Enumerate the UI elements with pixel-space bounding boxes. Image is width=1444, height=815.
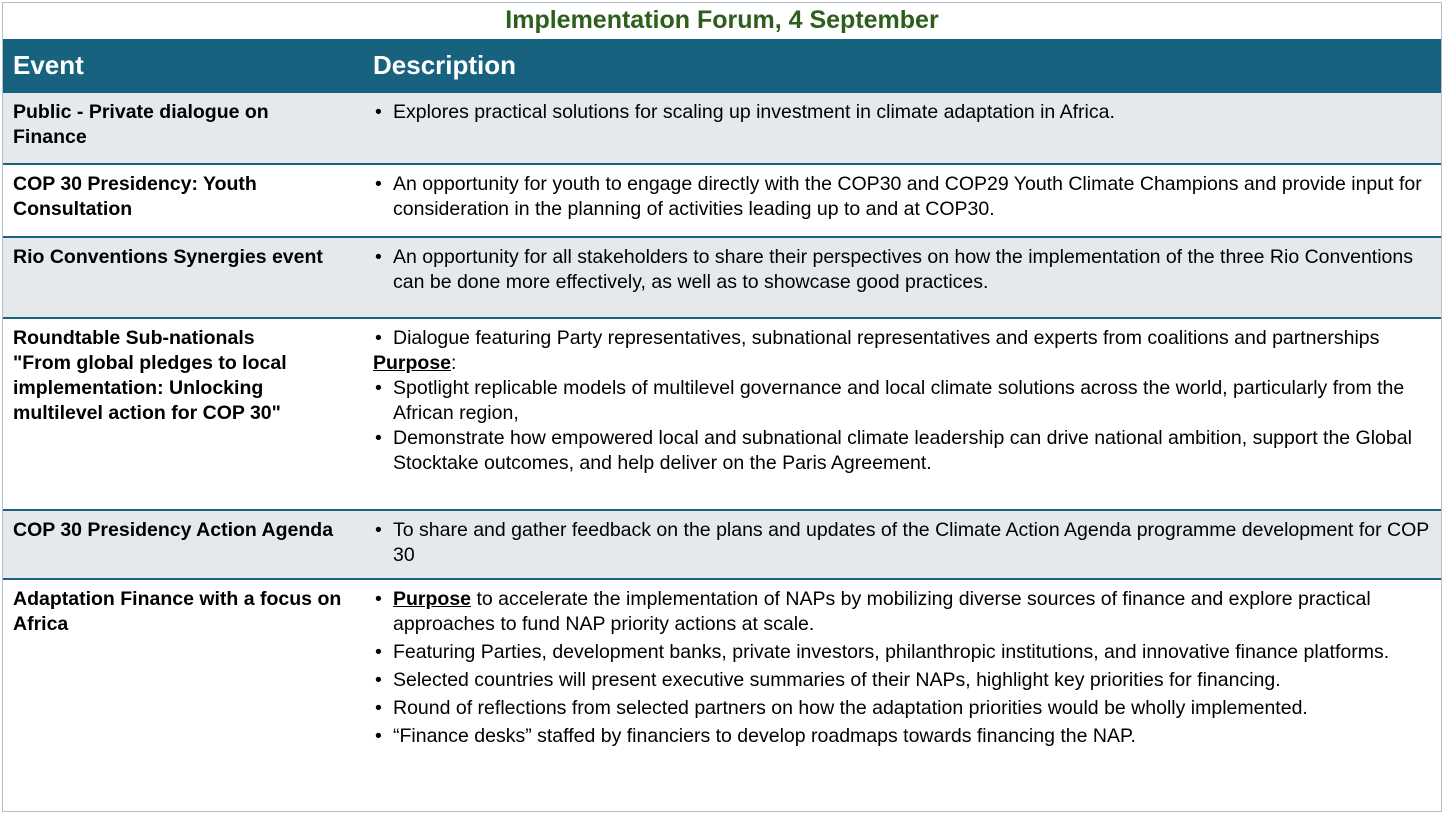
description-bullet: [373, 587, 1431, 637]
event-name: COP 30 Presidency: Youth Consultation: [3, 164, 363, 237]
event-name-line: Roundtable Sub-nationals: [13, 327, 255, 349]
header-event: Event: [3, 39, 363, 92]
table-row: [3, 510, 1441, 579]
description-bullet: • Selected countries will present executive summaries of their NAPs, highlight key priorities for financing.: [373, 668, 1431, 693]
description-bullet: • Dialogue featuring Party representatives, subnational representatives and experts from coalitions and partnerships: [373, 326, 1431, 351]
event-subtitle: "From global pledges to local implementation: Unlocking multilevel action for COP 30": [13, 352, 287, 424]
event-name: [3, 318, 363, 510]
table-header-row: [3, 39, 1441, 92]
purpose-label: Purpose: [393, 588, 472, 610]
table-row: [3, 164, 1441, 237]
event-name: COP 30 Presidency Action Agenda: [3, 510, 363, 579]
event-name: Public - Private dialogue on Finance: [3, 92, 363, 164]
table-row: [3, 92, 1441, 164]
event-description: [363, 164, 1441, 237]
purpose-label: Purpose: [373, 352, 452, 374]
purpose-heading: [373, 351, 1431, 376]
table-row: [3, 237, 1441, 318]
event-description: [363, 237, 1441, 318]
event-description: [363, 318, 1441, 510]
description-bullet: • To share and gather feedback on the plans and updates of the Climate Action Agenda programme development for COP 30: [373, 518, 1431, 568]
description-bullet: • Explores practical solutions for scaling up investment in climate adaptation in Africa.: [373, 100, 1431, 125]
table-row: [3, 318, 1441, 510]
events-table: [3, 39, 1441, 812]
description-bullet: • Spotlight replicable models of multilevel governance and local climate solutions across the world, particularly from the African region,: [373, 376, 1431, 426]
description-bullet: • Featuring Parties, development banks, private investors, philanthropic institutions, and innovative finance platforms.: [373, 640, 1431, 665]
event-description: [363, 510, 1441, 579]
purpose-colon: :: [451, 352, 457, 374]
schedule-document: [2, 2, 1442, 812]
header-description: Description: [363, 39, 1441, 92]
description-bullet: • Demonstrate how empowered local and subnational climate leadership can drive national ambition, support the Global Stocktake outcomes, and help deliver on the Paris Agreement.: [373, 426, 1431, 476]
description-bullet: • Round of reflections from selected partners on how the adaptation priorities would be wholly implemented.: [373, 696, 1431, 721]
description-bullet: • An opportunity for all stakeholders to share their perspectives on how the implementation of the three Rio Conventions can be done more effectively, as well as to showcase good practices.: [373, 245, 1431, 295]
page-title: Implementation Forum, 4 September: [505, 6, 939, 34]
table-row: [3, 579, 1441, 812]
description-bullet: • “Finance desks” staffed by financiers to develop roadmaps towards financing the NAP.: [373, 724, 1431, 749]
event-description: [363, 92, 1441, 164]
event-description: [363, 579, 1441, 812]
event-name: Rio Conventions Synergies event: [3, 237, 363, 318]
description-bullet: • An opportunity for youth to engage directly with the COP30 and COP29 Youth Climate Champions and provide input for consideration in the planning of activities leading up to and at COP30.: [373, 172, 1431, 222]
purpose-text: to accelerate the implementation of NAPs by mobilizing diverse sources of finance and explore practical approaches to fund NAP priority actions at scale.: [393, 588, 1371, 635]
event-name: Adaptation Finance with a focus on Africa: [3, 579, 363, 812]
